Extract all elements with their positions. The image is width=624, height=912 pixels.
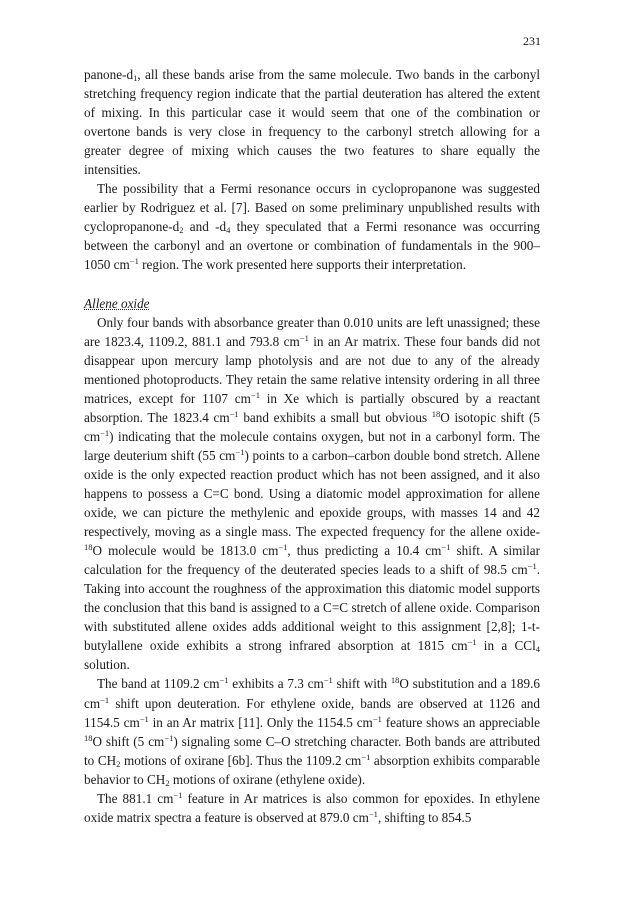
- superscript: −1: [278, 542, 288, 553]
- superscript: −1: [467, 637, 477, 648]
- text-run: region. The work presented here supports their interpretation.: [138, 257, 466, 273]
- text-run: shift upon deuteration. For ethylene oxide, bands are observed at 1126 and 1154.5 cm: [84, 695, 540, 730]
- text-run: motions of oxirane [6b]. Thus the 1109.2 cm: [120, 752, 362, 768]
- text-run: , all these bands arise from the same molecule. Two bands in the carbonyl stretching frequency region indicate that the partial deuteration has altered the extent of mixing. In this particular case it would seem that one of the combination or overtone bands is very close in frequency to the carbonyl stretch allowing for a greater degree of mixing which causes the two features to share equally the intensities.: [84, 67, 540, 178]
- text-run: ) signaling some C–O stretching character. Both bands are attributed to CH: [84, 733, 540, 768]
- superscript: 18: [431, 408, 441, 419]
- subscript: 2: [116, 758, 121, 769]
- text-run: O molecule would be 1813.0 cm: [92, 543, 279, 559]
- body-text: [84, 65, 540, 827]
- text-run: and -d: [183, 219, 227, 235]
- text-run: O isotopic shift (5 cm: [84, 409, 540, 444]
- superscript: −1: [129, 256, 139, 267]
- text-run: in an Ar matrix [11]. Only the 1154.5 cm: [148, 714, 373, 730]
- superscript: −1: [139, 713, 149, 724]
- text-run: panone-d: [84, 67, 134, 82]
- subscript: 1: [133, 73, 138, 83]
- text-run: The possibility that a Fermi resonance occurs in cyclopropanone was suggested earlier by Rodriguez et al. [7]. Based on some preliminary unpublished results with cyclopropanone-d: [84, 181, 540, 235]
- superscript: −1: [323, 675, 333, 686]
- superscript: 18: [390, 675, 400, 686]
- text-run: exhibits a 7.3 cm: [228, 676, 324, 692]
- paragraph: [84, 674, 540, 788]
- text-run: Only four bands with absorbance greater than 0.010 units are left unassigned; these are 1823.4, 1109.2, 881.1 and 793.8 cm: [84, 314, 540, 349]
- text-run: absorption exhibits comparable behavior to CH: [84, 752, 540, 787]
- superscript: −1: [235, 446, 245, 457]
- superscript: −1: [100, 427, 110, 438]
- text-run: they speculated that a Fermi resonance was occurring between the carbonyl and an overtone or combination of fundamentals in the 900–1050 cm: [84, 219, 541, 273]
- paragraph: [84, 789, 540, 827]
- superscript: −1: [100, 694, 110, 705]
- superscript: −1: [372, 713, 382, 724]
- subscript: 4: [535, 644, 540, 655]
- text-run: O shift (5 cm: [92, 733, 165, 749]
- text-run: The 881.1 cm: [97, 790, 174, 806]
- text-run: feature shows an appreciable: [381, 714, 541, 730]
- subscript: 4: [226, 225, 231, 236]
- superscript: −1: [173, 789, 183, 800]
- superscript: −1: [164, 732, 174, 743]
- superscript: 18: [84, 732, 93, 743]
- text-run: shift with: [332, 676, 391, 692]
- superscript: 18: [84, 542, 93, 553]
- text-run: band exhibits a small but obvious: [238, 409, 432, 425]
- text-run: in Xe which is partially obscured by a reactant absorption. The 1823.4 cm: [84, 390, 540, 425]
- paragraph: [84, 179, 540, 274]
- text-run: The band at 1109.2 cm: [97, 676, 220, 692]
- superscript: −1: [527, 561, 537, 572]
- superscript: −1: [299, 332, 309, 343]
- paragraph: [84, 65, 540, 179]
- text-run: feature in Ar matrices is also common for epoxides. In ethylene oxide matrix spectra a feature is observed at 879.0 cm: [84, 790, 540, 825]
- text-run: motions of oxirane (ethylene oxide).: [169, 771, 366, 787]
- section-heading: [84, 294, 540, 313]
- text-run: ) indicating that the molecule contains oxygen, but not in a carbonyl form. The large deuterium shift (55 cm: [84, 428, 540, 463]
- superscript: −1: [368, 808, 378, 819]
- text-run: shift. A similar calculation for the frequency of the deuterated species leads to a shift of 98.5 cm: [84, 543, 541, 578]
- superscript: −1: [441, 542, 451, 553]
- page-number: 231: [523, 34, 541, 48]
- text-run: , thus predicting a 10.4 cm: [287, 543, 442, 559]
- text-run: , shifting to 854.5: [377, 809, 472, 825]
- paragraph: [84, 313, 540, 675]
- text-run: solution.: [84, 657, 130, 673]
- text-run: O substitution and a 189.6 cm: [84, 676, 540, 711]
- subscript: 2: [179, 225, 184, 236]
- superscript: −1: [219, 675, 229, 686]
- section-heading-text: Allene oxide: [84, 295, 150, 311]
- text-run: ) points to a carbon–carbon double bond stretch. Allene oxide is the only expected reaction product which has not been assigned, and it also happens to possess a C=C bond. Using a diatomic model approximation for allene oxide, we can picture the methylenic and epoxide groups, with masses 14 and 42 respectively, moving as a single mass. The expected frequency for the allene oxide-: [84, 447, 540, 540]
- superscript: −1: [361, 751, 371, 762]
- text-run: in an Ar matrix. These four bands did not disappear upon mercury lamp photolysis and are not due to any of the already mentioned photoproducts. They retain the same relative intensity ordering in all three matrices, except for 1107 cm: [84, 333, 540, 406]
- superscript: −1: [229, 408, 239, 419]
- superscript: −1: [250, 389, 260, 400]
- text-run: in a CCl: [476, 638, 536, 654]
- text-run: . Taking into account the roughness of the approximation this diatomic model supports the conclusion that this band is assigned to a C=C stretch of allene oxide. Comparison with substituted allene oxides adds additional weight to this assignment [2,8]; 1-t-butylallene oxide exhibits a strong infrared absorption at 1815 cm: [84, 562, 540, 654]
- subscript: 2: [165, 777, 170, 788]
